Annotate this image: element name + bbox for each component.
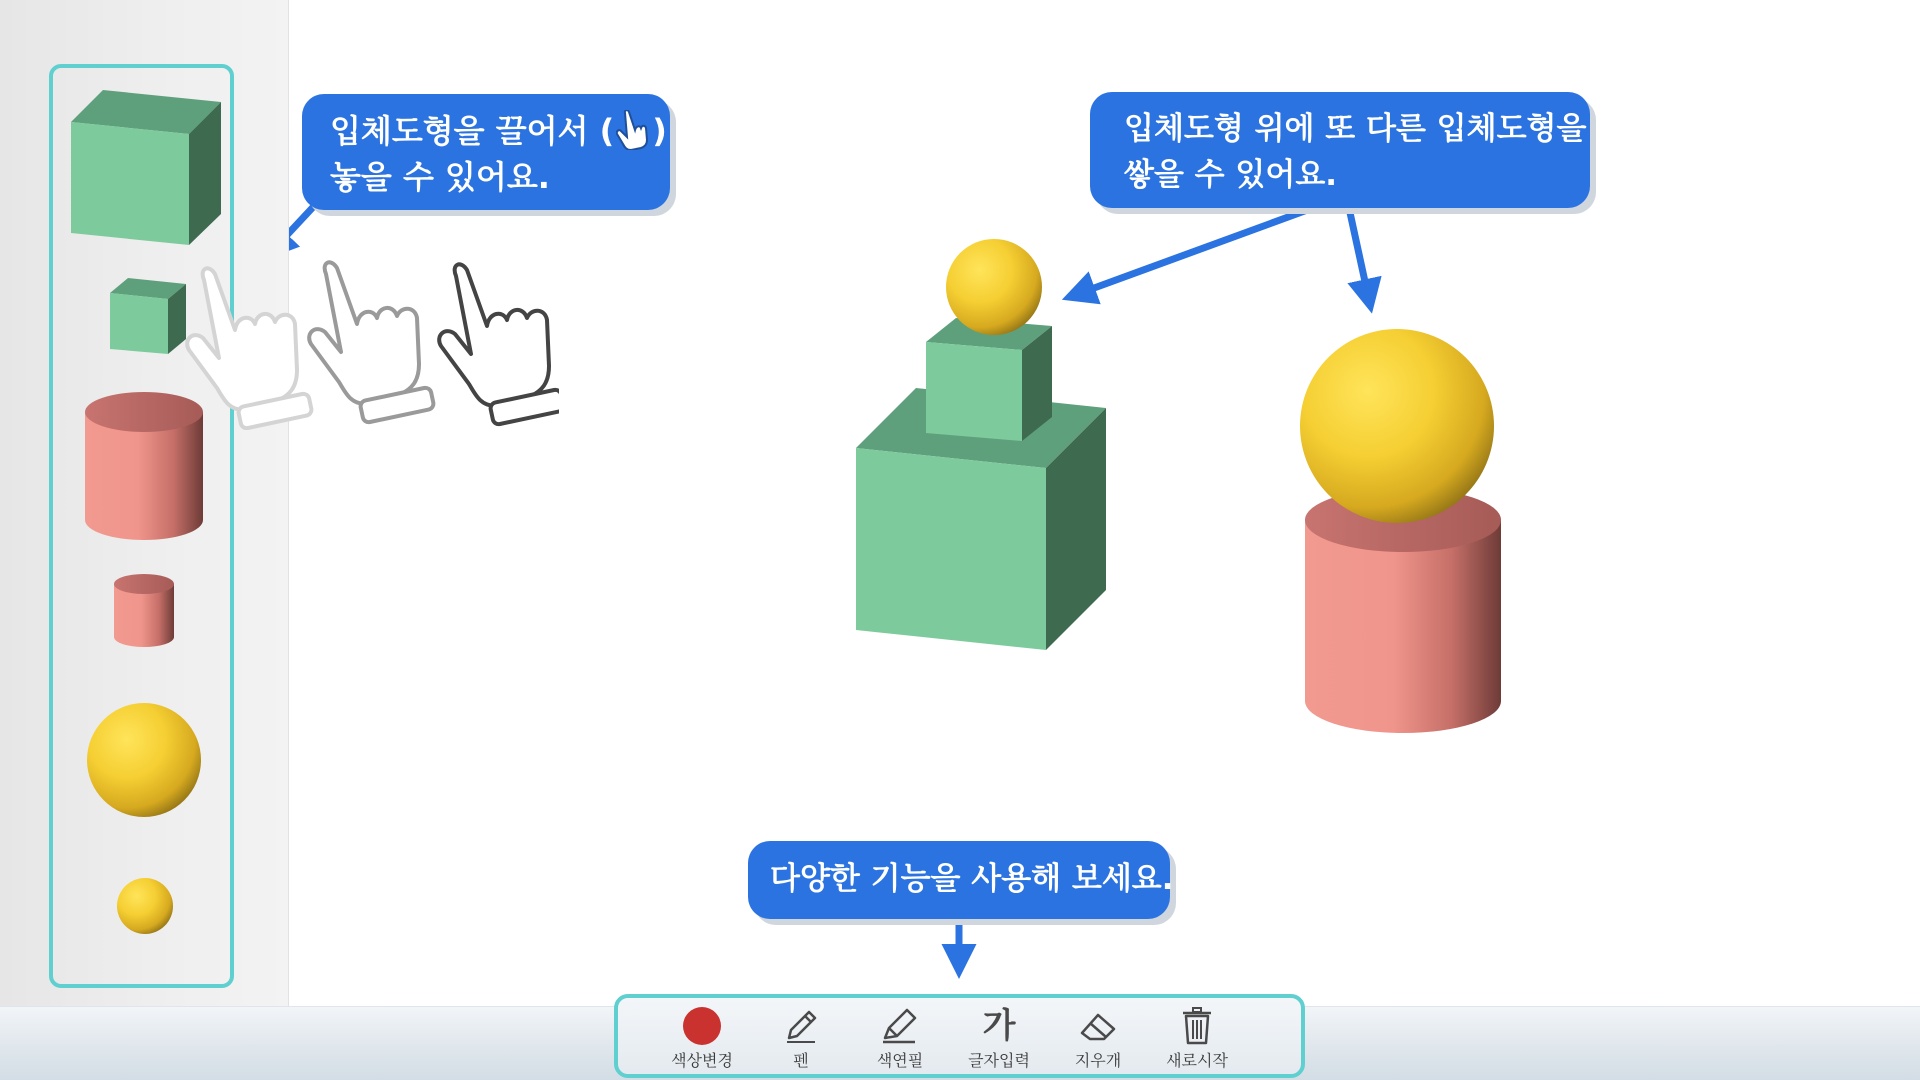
placed-sphere-large[interactable]	[1299, 328, 1495, 524]
colored-pencil-button[interactable]	[856, 1006, 944, 1074]
drag-arrow	[289, 205, 315, 250]
tool-bar	[614, 994, 1305, 1078]
colored-pencil-label: 색연필	[876, 1051, 924, 1070]
pen-icon	[783, 1008, 819, 1044]
restart-button[interactable]	[1153, 1006, 1241, 1074]
callout-drag	[302, 94, 670, 210]
palette-cube-large[interactable]	[71, 90, 221, 245]
text-input-button[interactable]	[955, 1006, 1043, 1074]
palette-sphere-large[interactable]	[86, 702, 202, 818]
eraser-button[interactable]	[1054, 1006, 1142, 1074]
stack-arrow-left	[1075, 205, 1321, 295]
palette-sphere-small[interactable]	[116, 877, 174, 935]
shape-sidebar	[0, 0, 289, 1006]
text-input-label: 글자입력	[968, 1051, 1030, 1070]
pen-label: 펜	[793, 1051, 809, 1070]
stack-arrow-right	[1349, 208, 1369, 300]
callout-stack-line1: 입체도형 위에 또 다른 입체도형을	[1124, 111, 1587, 147]
eraser-icon	[1078, 1009, 1118, 1043]
palette-cube-small[interactable]	[110, 278, 186, 354]
callout-tools-text: 다양한 기능을 사용해 보세요.	[770, 861, 1174, 897]
text-input-glyph: 가	[982, 1006, 1016, 1046]
callout-drag-line2: 놓을 수 있어요.	[330, 158, 550, 196]
restart-label: 새로시작	[1166, 1051, 1228, 1070]
colored-pencil-icon	[881, 1008, 919, 1044]
color-change-label: 색상변경	[671, 1051, 733, 1070]
pen-button[interactable]	[757, 1006, 845, 1074]
callout-tools	[748, 841, 1174, 919]
placed-cube-small[interactable]	[926, 318, 1052, 441]
shape-palette	[49, 64, 234, 988]
hand-pointer-icon	[616, 110, 650, 150]
callout-drag-line1: 입체도형을 끌어서 (	[330, 112, 615, 150]
red-circle-icon	[682, 1006, 722, 1046]
eraser-label: 지우개	[1074, 1051, 1122, 1070]
callout-stack	[1090, 92, 1590, 208]
trash-icon	[1181, 1007, 1213, 1045]
callout-stack-line2: 쌓을 수 있어요.	[1124, 157, 1338, 193]
palette-cylinder-small[interactable]	[114, 574, 174, 647]
placed-sphere-small[interactable]	[945, 238, 1043, 336]
color-change-button[interactable]	[658, 1006, 746, 1074]
callout-drag-line1-end: )	[652, 112, 667, 150]
placed-cylinder-large[interactable]	[1305, 488, 1501, 733]
